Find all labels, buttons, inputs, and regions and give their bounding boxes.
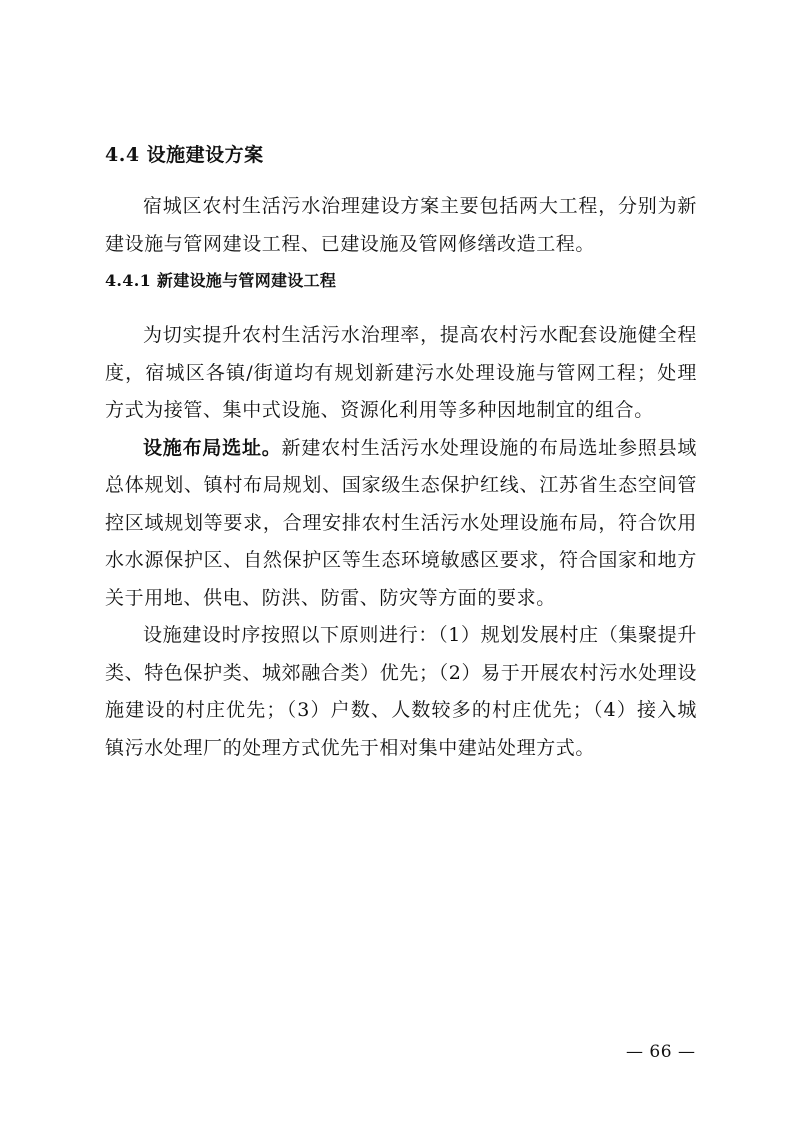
spacer [105, 172, 697, 188]
subsection-paragraph-2 [105, 430, 697, 618]
subsection-paragraph-3: 设施建设时序按照以下原则进行：（1）规划发展村庄（集聚提升类、特色保护类、城郊融合类）优先；（2）易于开展农村污水处理设施建设的村庄优先；（3）户数、人数较多的村庄优先；（4）接入城镇污水处理厂的处理方式优先于相对集中建站处理方式。 [105, 624, 697, 759]
subsection-heading: 4.4.1 新建设施与管网建设工程 [105, 271, 337, 290]
paragraph-body: 新建农村生活污水处理设施的布局选址参照县域总体规划、镇村布局规划、国家级生态保护红线、江苏省生态空间管控区域规划等要求，合理安排农村生活污水处理设施布局，符合饮用水水源保护区、自然保护区等生态环境敏感区要求，符合国家和地方关于用地、供电、防洪、防雷、防灾等方面的要求。 [105, 436, 697, 609]
subsection-paragraph-1: 为切实提升农村生活污水治理率，提高农村污水配套设施健全程度，宿城区各镇/街道均有规划新建污水处理设施与管网工程；处理方式为接管、集中式设施、资源化利用等多种因地制宜的组合。 [105, 324, 697, 421]
section-intro-paragraph: 宿城区农村生活污水治理建设方案主要包括两大工程，分别为新建设施与管网建设工程、已建设施及管网修缮改造工程。 [105, 195, 697, 255]
page-content [105, 138, 697, 767]
section-heading: 4.4 设施建设方案 [105, 144, 264, 166]
paragraph-lead-term: 设施布局选址。 [143, 436, 282, 459]
spacer [105, 297, 697, 317]
page-number: — 66 — [626, 1042, 696, 1062]
